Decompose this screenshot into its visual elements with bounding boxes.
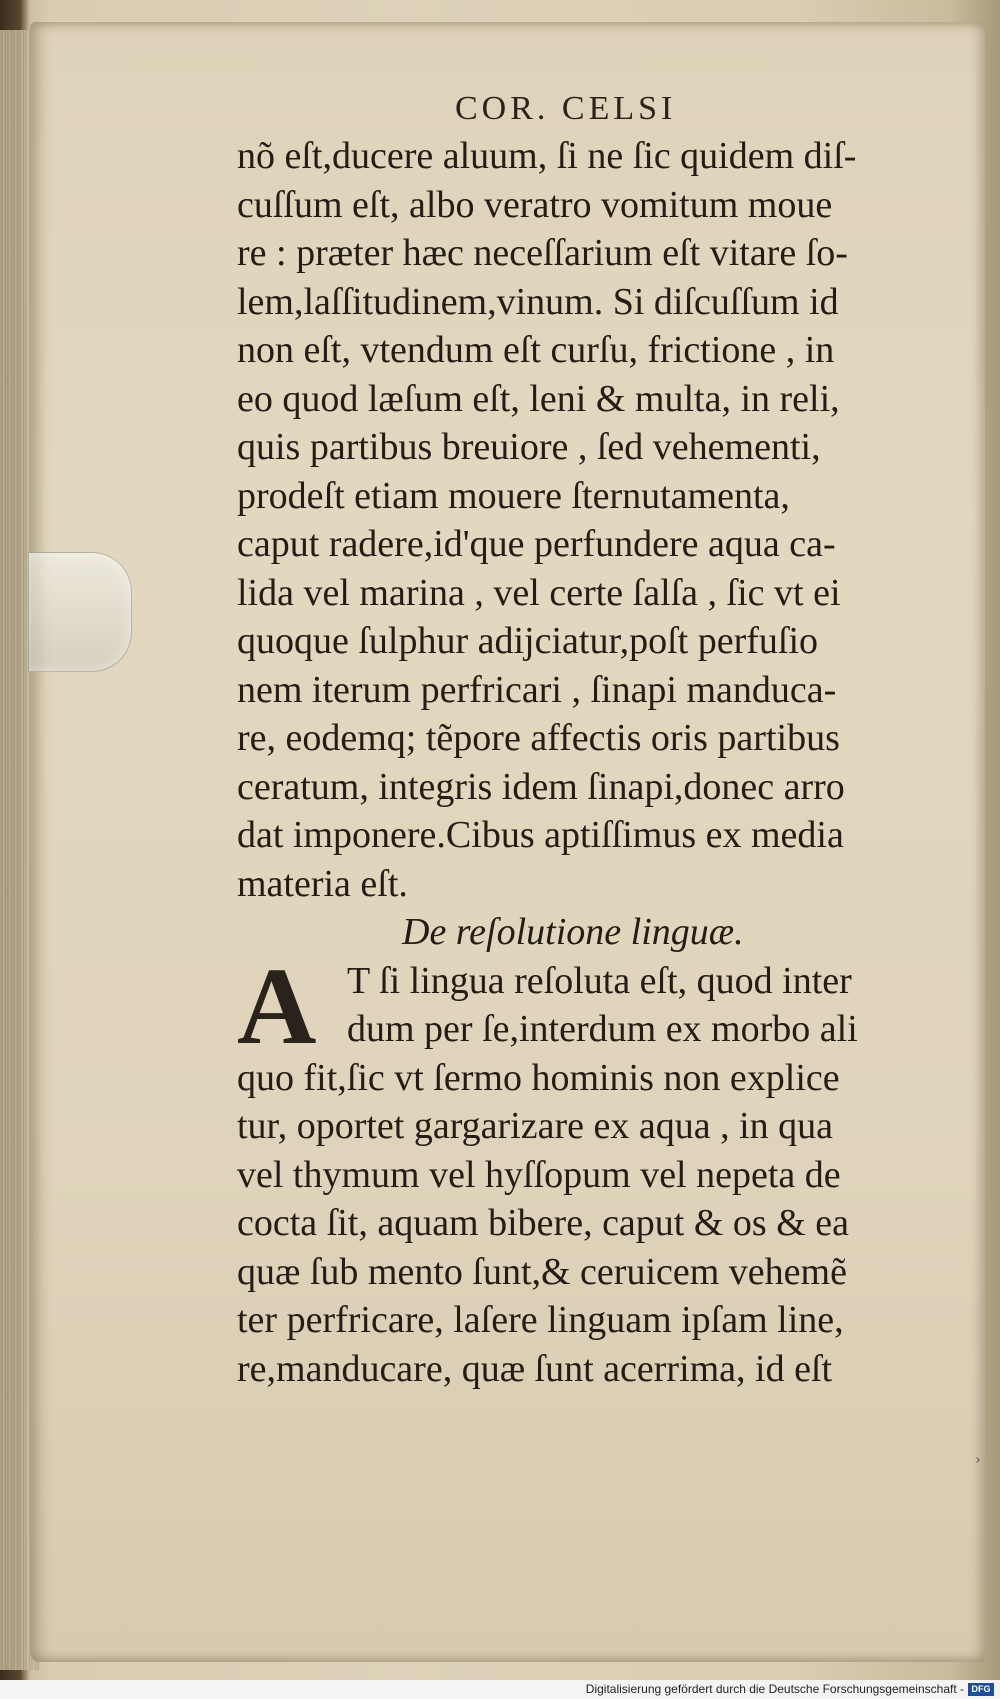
text-line: lem,laſſitudinem,vinum. Si diſcuſſum id (237, 280, 839, 323)
text-line: quoque ſulphur adijciatur,poſt perfuſio (237, 620, 819, 662)
text-line: re,manducare, quæ ſunt acerrima, id eſt (237, 1347, 833, 1390)
text-line: materia eſt. (237, 862, 408, 905)
text-line: ceratum, integris idem ſinapi,donec arro (237, 765, 845, 808)
dfg-logo-icon: DFG (968, 1683, 994, 1696)
text-line: ter perfricare, laſere linguam ipſam line, (237, 1299, 844, 1341)
text-line: tur, oportet gargarizare ex aqua , in qua (237, 1105, 834, 1147)
paragraph-before-heading (237, 132, 927, 908)
text-line: non eſt, vtendum eſt curſu, frictione , in (237, 329, 835, 371)
text-line: prodeſt etiam mouere ſternutamenta, (237, 474, 790, 517)
text-line: T ſi lingua reſoluta eſt, quod inter (347, 959, 852, 1002)
text-line: re : præter hæc neceſſarium eſt vitare ſo- (237, 232, 848, 274)
text-line: re, eodemq; tẽpore affectis oris partibus (237, 717, 840, 759)
text-line: quo fit,ſic vt ſermo hominis non explice (237, 1056, 840, 1099)
body-text (237, 132, 927, 1393)
text-line: dum per ſe,interdum ex morbo ali (347, 1008, 858, 1050)
paragraph-after-initial (237, 1054, 927, 1394)
drop-initial: A (237, 944, 317, 1067)
text-line: quæ ſub mento ſunt,& ceruicem vehemẽ (237, 1250, 847, 1293)
margin-mark: › (975, 1452, 981, 1468)
text-line: cocta ſit, aquam bibere, caput & os & ea (237, 1202, 849, 1244)
text-line: lida vel marina , vel certe ſalſa , ſic vt ei (237, 571, 841, 614)
text-line: dat imponere.Cibus aptiſſimus ex media (237, 814, 844, 856)
text-line: nem iterum perfricari , ſinapi manduca- (237, 668, 837, 711)
footer-credit: Digitalisierung gefördert durch die Deutsche Forschungsgemeinschaft - (585, 1682, 964, 1696)
text-line: nõ eſt,ducere aluum, ſi ne ſic quidem diſ- (237, 135, 857, 177)
text-line: quis partibus breuiore , ſed vehementi, (237, 426, 821, 468)
text-line: eo quod læſum eſt, leni & multa, in reli, (237, 377, 840, 420)
text-line: vel thymum vel hyſſopum vel nepeta de (237, 1153, 841, 1196)
digitization-footer (0, 1680, 1000, 1699)
initial-block (237, 944, 927, 1067)
text-line: caput radere,id'que perfundere aqua ca- (237, 523, 836, 565)
glass-bookmark-clip (28, 552, 132, 672)
section-heading: De reſolutione linguæ. (402, 911, 744, 953)
text-line: cuſſum eſt, albo veratro vomitum moue (237, 183, 833, 226)
running-header: COR. CELSI (455, 90, 677, 127)
